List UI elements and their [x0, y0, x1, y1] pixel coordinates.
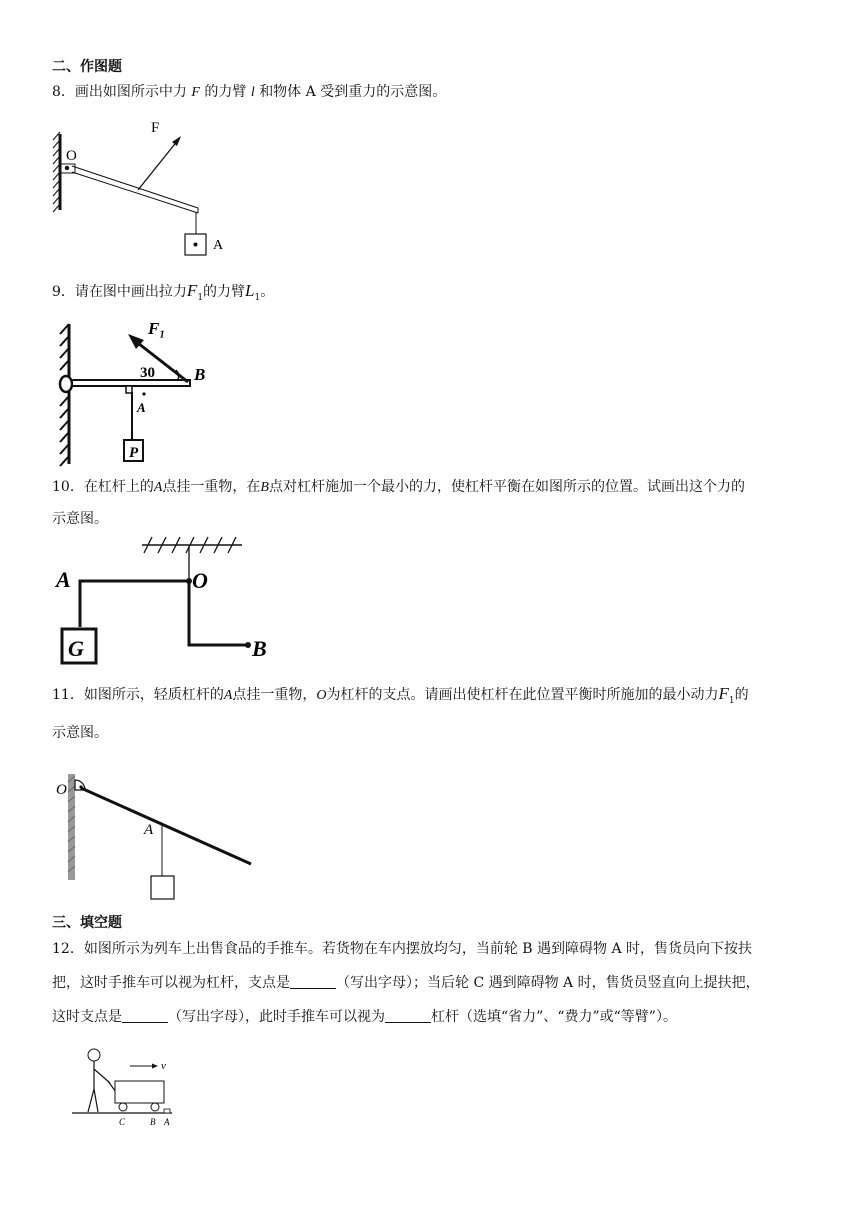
question-number: 10．	[52, 479, 84, 495]
answer-blank-1[interactable]	[290, 974, 336, 989]
question-11-text-line1: 11．如图所示，轻质杠杆的A点挂一重物，O为杠杆的支点。请画出使杠杆在此位置平衡时所施加的最小动力$F_1$的	[52, 684, 749, 706]
question-number: 8．	[52, 84, 75, 100]
question-9-text: 9．请在图中画出拉力$F_1$的力臂$L_1$。	[52, 281, 275, 303]
question-12-text-line3: 这时支点是 （写出字母），此时手推车可以视为 杠杆（选填“省力”、“费力”或“等臂”）。	[52, 1009, 677, 1025]
cart-body	[115, 1081, 164, 1103]
label-f1: F₁	[148, 319, 166, 338]
label-c: C	[119, 1117, 126, 1127]
wheel-c	[119, 1103, 127, 1111]
label-f: F	[151, 120, 160, 136]
label-a: A	[56, 567, 71, 592]
question-8-figure	[50, 112, 250, 262]
label-a: A	[164, 1117, 170, 1127]
lever-top	[72, 166, 198, 208]
question-10-text-line2: 示意图。	[52, 511, 108, 527]
question-10-figure	[50, 535, 280, 670]
label-p: P	[129, 445, 139, 461]
object-a-center	[194, 243, 198, 247]
pivot-o	[65, 166, 69, 170]
question-number: 11．	[52, 687, 84, 703]
section-title-fill: 三、填空题	[52, 915, 122, 931]
force-f-arrowhead	[172, 136, 181, 146]
point-b	[245, 642, 251, 648]
question-number: 12．	[52, 941, 84, 957]
question-10-text-line1: 10．在杠杆上的A点挂一重物，在B点对杠杆施加一个最小的力，使杠杆平衡在如图所示的位置。试画出这个力的	[52, 479, 745, 495]
question-12-text-line1: 12．如图所示为列车上出售食品的手推车。若货物在车内摆放均匀，当前轮 B 遇到障碍物 A 时，售货员向下按扶	[52, 941, 753, 957]
lever-bottom	[72, 172, 198, 213]
lever	[80, 581, 248, 645]
label-b: B	[194, 365, 206, 384]
lever	[81, 788, 251, 864]
question-12-figure	[68, 1045, 180, 1131]
label-a: A	[144, 822, 154, 838]
question-number: 9．	[52, 284, 75, 300]
question-8-text: 8．画出如图所示中力 F 的力臂 l 和物体 A 受到重力的示意图。	[52, 84, 447, 100]
label-g: G	[68, 636, 84, 661]
label-a: A	[213, 238, 224, 253]
answer-blank-3[interactable]	[385, 1008, 431, 1023]
hook	[126, 386, 132, 393]
label-o: O	[66, 148, 77, 164]
question-12-text-line2: 把，这时手推车可以视为杠杆，支点是 （写出字母）；当后轮 C 遇到障碍物 A 时，售货员竖直向上提扶把，	[52, 975, 760, 991]
question-11-text-line2: 示意图。	[52, 725, 108, 741]
question-9-figure	[52, 314, 232, 470]
wheel-b	[151, 1103, 159, 1111]
person-arm	[94, 1069, 110, 1083]
label-angle: 30	[140, 365, 155, 381]
label-a: A	[137, 400, 146, 415]
label-v: v	[161, 1060, 166, 1072]
label-o: O	[56, 782, 67, 798]
section-title-drawing: 二、作图题	[52, 59, 122, 75]
question-11-figure	[52, 770, 262, 906]
label-b: B	[150, 1117, 156, 1127]
force-f-line	[138, 140, 178, 190]
answer-blank-2[interactable]	[122, 1008, 168, 1023]
obstacle-a	[164, 1109, 170, 1113]
lever	[72, 380, 190, 386]
point-a	[142, 392, 145, 395]
hinge-o	[60, 376, 72, 392]
label-b: B	[252, 636, 267, 661]
weight	[151, 876, 174, 899]
label-o: O	[192, 568, 208, 593]
person-head	[88, 1049, 100, 1061]
